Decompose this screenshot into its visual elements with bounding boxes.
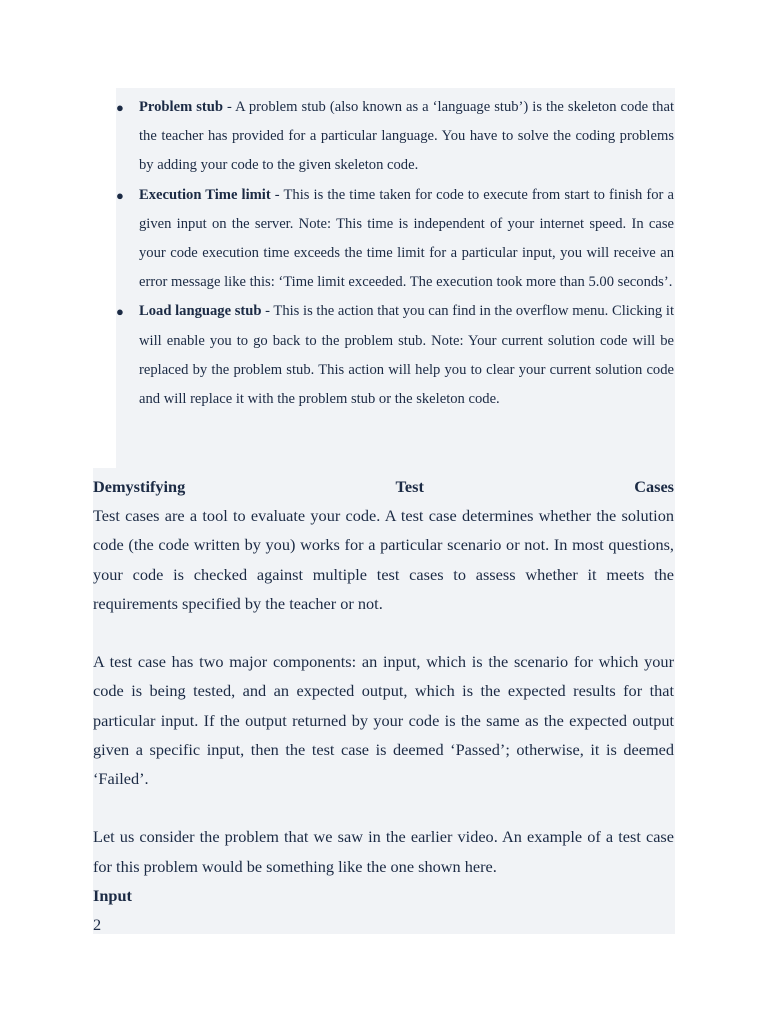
definitions-list bbox=[116, 88, 675, 414]
paragraph-spacer bbox=[93, 618, 674, 647]
definitions-block bbox=[116, 88, 675, 468]
bullet-icon: ● bbox=[116, 304, 124, 320]
input-value: 2 bbox=[93, 915, 102, 935]
list-item bbox=[116, 93, 675, 181]
section-heading bbox=[93, 472, 674, 501]
definition-text: - A problem stub (also known as a ‘language stub’) is the skeleton code that the teacher has provided for a particular language. You have to solve the coding problems by adding your code to the given skeleton code. bbox=[139, 99, 674, 174]
bullet-icon: ● bbox=[116, 100, 124, 115]
list-item bbox=[116, 181, 675, 298]
term-load-language-stub: Load language stub bbox=[139, 303, 262, 320]
heading-word: Demystifying bbox=[93, 477, 186, 496]
input-label: Input bbox=[93, 885, 132, 905]
heading-word: Cases bbox=[634, 477, 674, 496]
list-item bbox=[116, 297, 675, 414]
test-cases-section bbox=[93, 468, 675, 934]
paragraph: Let us consider the problem that we saw in the earlier video. An example of a test case for this problem would be something like the one shown here. bbox=[93, 827, 674, 876]
paragraph: Test cases are a tool to evaluate your code. A test case determines whether the solution code (the code written by you) works for a particular scenario or not. In most questions, your code is checked against multiple test cases to assess whether it meets the requirements specified by the teacher or not. bbox=[93, 506, 674, 613]
paragraph-spacer bbox=[93, 793, 674, 822]
term-execution-time-limit: Execution Time limit bbox=[139, 186, 271, 203]
term-problem-stub: Problem stub bbox=[139, 99, 224, 115]
definition-text: - This is the time taken for code to execute from start to finish for a given input on the server. Note: This time is independent of your internet speed. In case your code execution time exceeds the time limit for a particular input, you will receive an error message like this: ‘Time limit exceeded. The execution took more than 5.00 seconds’. bbox=[139, 186, 674, 291]
paragraph: A test case has two major components: an input, which is the scenario for which your code is being tested, and an expected output, which is the expected results for that particular input. If the output returned by your code is the same as the expected output given a specific input, then the test case is deemed ‘Passed’; otherwise, it is deemed ‘Failed’. bbox=[93, 652, 674, 789]
heading-word: Test bbox=[395, 477, 424, 496]
definition-text: - This is the action that you can find in the overflow menu. Clicking it will enable you to go back to the problem stub. Note: Your current solution code will be replaced by the problem stub. This action will help you to clear your current solution code and will replace it with the problem stub or the skeleton code. bbox=[139, 303, 674, 408]
bullet-icon: ● bbox=[116, 187, 124, 203]
